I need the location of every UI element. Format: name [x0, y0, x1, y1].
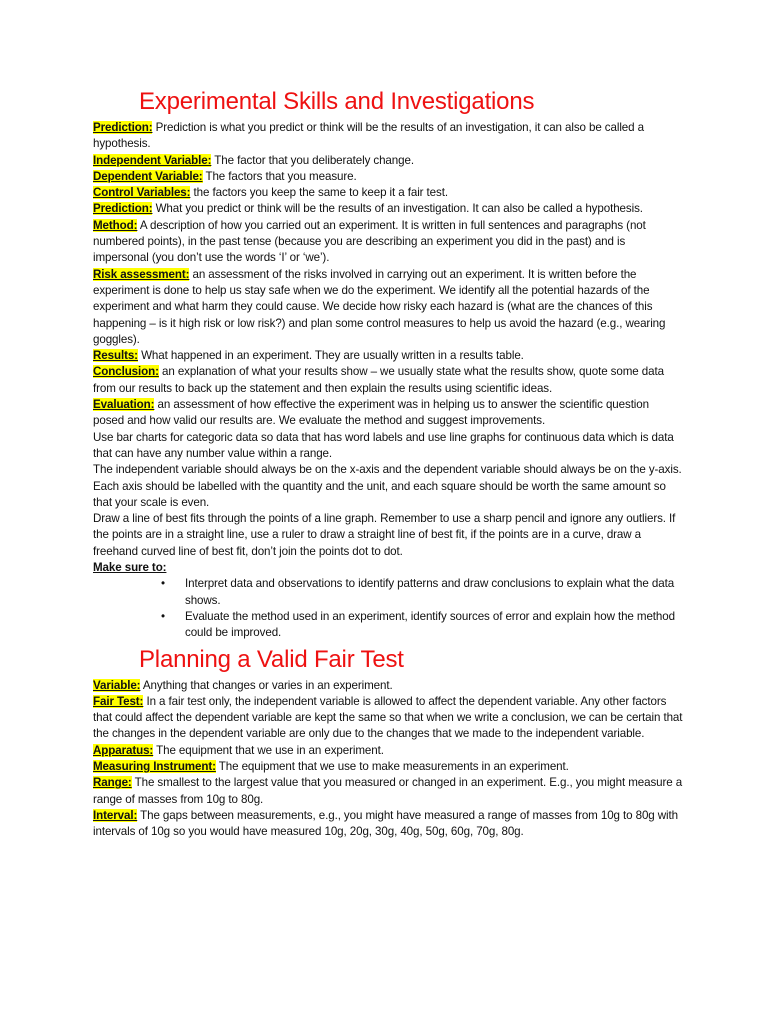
term-label: Dependent Variable:: [93, 169, 203, 183]
term-label: Fair Test:: [93, 694, 144, 708]
make-sure-list: [93, 576, 683, 641]
definition-text: an explanation of what your results show – we usually state what the results show, quote some data from our results to back up the statement and then explain the results using scientific ideas.: [93, 365, 664, 395]
term-label: Method:: [93, 218, 138, 232]
term-label: Results:: [93, 349, 138, 363]
list-item-text: Interpret data and observations to identify patterns and draw conclusions to explain what the data shows.: [185, 577, 675, 607]
definition-text: an assessment of the risks involved in carrying out an experiment. It is written before the experiment is done to help us stay safe when we do the experiment. We identify all the potential hazards of the experiment and what harm they could cause. We decide how risky each hazard is (what are the chances of this happening – is it high risk or low risk?) and plan some control measures to help us avoid the hazard (e.g., wearing goggles).: [93, 267, 666, 346]
definition-conclusion: [93, 364, 683, 397]
definition-text: What happened in an experiment. They are usually written in a results table.: [137, 349, 524, 363]
list-item: [161, 576, 683, 609]
term-label: Control Variables:: [93, 186, 191, 200]
definition-text: Anything that changes or varies in an experiment.: [140, 678, 393, 692]
bullet-icon: •: [161, 577, 165, 591]
term-label: Measuring Instrument:: [93, 759, 216, 773]
term-label: Prediction:: [93, 202, 153, 216]
term-label: Interval:: [93, 808, 138, 822]
paragraph-line-of-best-fit: Draw a line of best fits through the points of a line graph. Remember to use a sharp pencil and ignore any outliers. If the points are in a straight line, use a ruler to draw a straight line of best fit, if the points are in a curve, draw a freehand curved line of best fit, don’t join the points dot to dot.: [93, 512, 676, 558]
term-label: Variable:: [93, 678, 141, 692]
make-sure-label: Make sure to:: [93, 561, 167, 575]
definition-text: The factor that you deliberately change.: [211, 153, 414, 167]
section-title-experimental-skills: Experimental Skills and Investigations: [139, 88, 535, 115]
definition-interval: [93, 808, 683, 841]
term-label: Apparatus:: [93, 743, 154, 757]
definition-text: The gaps between measurements, e.g., you might have measured a range of masses from 10g to 80g with intervals of 10g so you would have measured 10g, 20g, 30g, 40g, 50g, 60g, 70g, 80g.: [93, 808, 678, 839]
definition-text: In a fair test only, the independent variable is allowed to affect the dependent variable. Any other factors that could affect the dependent variable are kept the same so that when we write a conclusion, we can be certain that the changes in the dependent variable are only due to the changes that we made to the independent variable.: [93, 694, 683, 741]
list-item-text: Evaluate the method used in an experiment, identify sources of error and explain how the method could be improved.: [185, 609, 675, 640]
definition-text: The equipment that we use in an experiment.: [153, 743, 384, 757]
bullet-icon: •: [161, 609, 165, 623]
definition-results: [93, 348, 683, 364]
definition-apparatus: [93, 743, 683, 759]
definition-measuring-instrument: [93, 759, 683, 775]
definition-text: the factors you keep the same to keep it a fair test.: [190, 186, 448, 200]
definition-range: [93, 775, 683, 808]
definition-text: The equipment that we use to make measurements in an experiment.: [215, 759, 569, 773]
definition-evaluation: [93, 397, 683, 430]
definition-prediction-2: [93, 201, 683, 217]
term-label: Range:: [93, 776, 132, 790]
document-content: [93, 88, 683, 840]
term-label: Prediction:: [93, 121, 153, 134]
definition-risk-assessment: [93, 267, 683, 348]
term-label: Risk assessment:: [93, 267, 190, 281]
definition-text: The smallest to the largest value that you measured or changed in an experiment. E.g., you might measure a range of masses from 10g to 80g.: [93, 776, 683, 806]
definition-method: [93, 218, 683, 267]
paragraph-axes: The independent variable should always be on the x-axis and the dependent variable should always be on the y-axis.: [93, 463, 682, 477]
definition-text: What you predict or think will be the results of an investigation. It can also be called a hypothesis.: [152, 202, 643, 216]
definition-text: Prediction is what you predict or think will be the results of an investigation, it can also be called a hypothesis.: [93, 121, 644, 151]
term-label: Independent Variable:: [93, 153, 212, 167]
definition-independent-variable: [93, 153, 683, 169]
paragraph-axis-labels: Each axis should be labelled with the quantity and the unit, and each square should be worth the same amount so that your scale is even.: [93, 479, 666, 509]
definition-text: The factors that you measure.: [202, 169, 357, 183]
definition-control-variables: [93, 185, 683, 201]
paragraph-graph-types: Use bar charts for categoric data so data that has word labels and use line graphs for continuous data which is data that can have any number value within a range.: [93, 430, 674, 460]
definition-text: an assessment of how effective the experiment was in helping us to answer the scientific question posed and how valid our results are. We evaluate the method and suggest improvements.: [93, 398, 649, 428]
make-sure-heading: [93, 560, 683, 576]
definition-prediction-1: [93, 120, 683, 153]
section-title-fair-test: Planning a Valid Fair Test: [139, 645, 404, 673]
definition-dependent-variable: [93, 169, 683, 185]
list-item: [161, 609, 683, 642]
definition-fair-test: [93, 694, 683, 743]
definition-variable: [93, 678, 683, 694]
term-label: Evaluation:: [93, 398, 155, 412]
definition-text: A description of how you carried out an experiment. It is written in full sentences and paragraphs (not numbered points), in the past tense (because you are describing an experiment you did in the past) and is impersonal (you don’t use the words ‘I’ or ‘we’).: [93, 218, 646, 265]
term-label: Conclusion:: [93, 365, 159, 379]
